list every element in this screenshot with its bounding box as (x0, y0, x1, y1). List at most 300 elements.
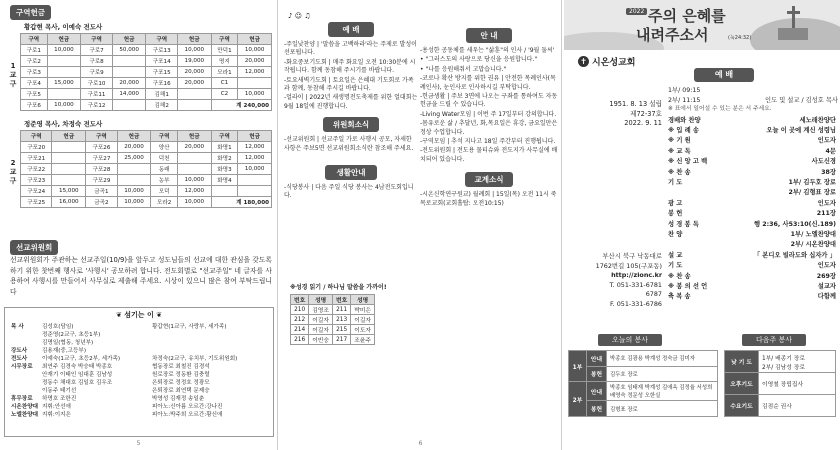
issue-date: 2022. 9. 11 (624, 119, 662, 127)
staff-cell (9, 386, 40, 394)
order-item: 찬 양 (668, 230, 683, 238)
table-row (21, 142, 272, 153)
order-item (668, 239, 726, 249)
table-cell: 12,000 (238, 142, 272, 153)
notice-item: -구역모임 | 추석 지나고 18일 주간부터 진행됩니다. (420, 138, 556, 146)
staff-table (9, 322, 239, 418)
phone-2: 6787 (645, 290, 662, 298)
table-cell: 구포22 (21, 164, 52, 175)
staff-box (4, 307, 274, 437)
table-cell: 10,000 (177, 45, 211, 56)
church-news-item: -시온신학연구원교) 월례회 | 15일(목) 오전 11시 죽목로교회(교회홀탑: 오전10:15) (420, 191, 557, 207)
table-cell: 210 (291, 305, 309, 315)
offering-header-cell: 구역 (211, 131, 238, 142)
table-cell: 이빈숭 (309, 335, 333, 345)
music-icon: ♪ ☺ ♫ (288, 12, 311, 20)
table-cell: 모라2 (151, 197, 178, 208)
table-cell: C2 (211, 89, 238, 100)
table-row (668, 135, 836, 145)
church-contact (568, 252, 662, 309)
table-cell: 구포21 (21, 153, 52, 164)
table-cell: C1 (211, 78, 238, 89)
order-item: ※ 찬 송 (668, 168, 691, 176)
table-row (668, 114, 836, 124)
order-value: 인도자 (817, 262, 836, 270)
staff-cell: 박영성 김재정 송일춘 (152, 396, 205, 402)
table-cell (52, 164, 86, 175)
table-row (668, 228, 836, 238)
table-cell (112, 100, 146, 111)
notice-item: -몸유로운 삶 / 추달년, 화,목요일은 휴강, 금요일만은 정상 수업합니다. (420, 120, 558, 136)
staff-cell (150, 346, 239, 354)
table-row (9, 362, 239, 370)
table-row (21, 164, 272, 175)
page-number: 6 (418, 440, 423, 447)
table-row (9, 410, 239, 418)
staff-cell: 이동주 태기선 (42, 388, 77, 394)
staff-cell: 은퇴장로 최연택 문제승 (152, 388, 210, 394)
table-row (21, 45, 272, 56)
table-cell: 10,000 (117, 197, 151, 208)
table-cell: 구포6 (21, 100, 48, 111)
table-row (668, 259, 836, 269)
life-news-title: 생활안내 (325, 165, 378, 180)
offering-table (20, 130, 272, 208)
committee-news-list (284, 136, 418, 153)
table-row (9, 330, 239, 338)
table-row (21, 100, 272, 111)
table-cell: 구로12 (81, 100, 112, 111)
duty-names: 박종호 임태재 박계성 김애옥 김정율 서성희 배영숙 정문성 오한실 (607, 382, 718, 401)
table-cell: 215 (333, 325, 351, 335)
district-label (8, 159, 18, 186)
table-row (291, 315, 375, 325)
table-cell: 구로11 (81, 89, 112, 100)
order-value: 인도자 (817, 199, 836, 207)
table-cell: 10,000 (238, 164, 272, 175)
staff-cell: 은퇴장로 정정호 정광모 (152, 380, 210, 386)
table-cell: 구포29 (86, 175, 117, 186)
staff-cell: 시무장로 (11, 364, 33, 370)
table-cell: 10,000 (177, 175, 211, 186)
order-value: 「 본디오 빌라도와 십자가 」 (753, 251, 836, 259)
table-cell: 212 (291, 315, 309, 325)
staff-cell: 노엘찬양대 (11, 412, 39, 418)
offering-table (20, 33, 272, 111)
table-cell: 화명4 (211, 175, 238, 186)
bible-reading-table (290, 294, 375, 345)
table-cell (177, 164, 211, 175)
table-row (9, 378, 239, 386)
table-cell: 20,000 (238, 56, 272, 67)
table-row (9, 346, 239, 354)
table-row (9, 402, 239, 410)
notice-list (420, 47, 558, 164)
table-cell (117, 164, 151, 175)
table-cell: 구포4 (21, 78, 48, 89)
table-row (21, 56, 272, 67)
offering-title: 구역헌금 (10, 5, 51, 20)
table-cell: 구포25 (21, 197, 52, 208)
staff-cell: 차정숙(2교구, 유치부, 기도위원회) (152, 356, 238, 362)
staff-cell: 피아노:신아름 오르간:강나진 (152, 404, 223, 410)
news-left (284, 12, 418, 202)
order-item: 봉 헌 (668, 210, 683, 218)
table-cell: 김해1 (146, 89, 177, 100)
table-cell: 모덕 (151, 186, 178, 197)
cover-year: 2022 (626, 8, 647, 15)
order-item: 설 교 (668, 251, 683, 259)
district-block (4, 119, 274, 208)
order-value: 269장 (816, 272, 836, 280)
offering-header-cell: 헌금 (47, 34, 81, 45)
table-row (21, 186, 272, 197)
staff-cell: 정동수 채대호 김일호 김우조 (42, 380, 113, 386)
order-item: 경배와 찬양 (668, 116, 701, 124)
table-cell: 20,000 (112, 78, 146, 89)
order-item: ※ 찬 송 (668, 272, 691, 280)
order-value: 211장 (816, 210, 836, 218)
table-row (668, 291, 836, 301)
order-item: 기 도 (668, 179, 683, 187)
order-value: 1부/ 김두호 장로 (788, 179, 836, 187)
table-cell: 20,000 (177, 78, 211, 89)
staff-cell: 목 사 (11, 324, 24, 330)
cover-page (564, 0, 840, 450)
table-cell: 10,000 (117, 186, 151, 197)
duty-role: 오후기도 (725, 373, 759, 395)
table-cell: 213 (333, 315, 351, 325)
address-line2: 1762번길 105(구포동) (595, 261, 662, 270)
service-1-time: 1부/ 09:15 (668, 87, 701, 94)
worship-news-item: -주일낮찬양 | '말씀을 고백하라'라는 주제로 발성이 선포됩니다. (284, 41, 417, 57)
staff-cell: 최연주 김경숙 박승태 박종호 (42, 364, 113, 370)
worship-news-item: -얼라이 | 2022년 새생명전도축제를 위한 얼대회는 9월 18일에 진행합니다. (284, 94, 418, 110)
today-duty-title: 오늘의 봉사 (598, 334, 662, 346)
order-value: 인도자 (817, 137, 836, 145)
order-value: 38장 (821, 168, 836, 176)
order-item: ※ 기 원 (668, 137, 691, 145)
table-cell: 구포5 (21, 89, 48, 100)
cover-title-line2: 내려주소서 (636, 26, 709, 44)
offering-header-cell: 헌금 (238, 131, 272, 142)
table-cell: 구로7 (81, 45, 112, 56)
order-value: 4문 (825, 147, 836, 155)
district-label (8, 62, 18, 89)
staff-cell (150, 330, 239, 338)
table-cell: 구로13 (146, 45, 177, 56)
worship-news-item: -화요중보기도회 | 매주 화요일 오전 10:30분에 시작됩니다. 함께 동참해 주시기를 바랍니다. (284, 58, 416, 75)
table-row (725, 395, 836, 417)
table-cell: 10,000 (47, 45, 81, 56)
order-value: 오늘 이 곳에 계신 성령님 (766, 127, 836, 135)
table-row (21, 89, 272, 100)
offering-header-row (21, 131, 272, 142)
duty-role: 낮 기 도 (725, 351, 759, 373)
table-cell: 구포14 (146, 56, 177, 67)
district-pastor: 황갑현 목사, 이예숙 전도사 (24, 23, 103, 31)
district-label-char: 1 (10, 62, 16, 70)
service-2-time: 2부/ 11:15 (668, 96, 701, 104)
table-row (668, 187, 836, 197)
table-row (291, 325, 375, 335)
offering-header-cell: 구역 (21, 131, 52, 142)
table-cell (238, 78, 272, 89)
table-cell: 구포27 (86, 153, 117, 164)
table-row (668, 239, 836, 249)
staff-cell: 지휘:이지은 (42, 412, 71, 418)
table-cell: 양산 (151, 142, 178, 153)
table-row (668, 124, 836, 134)
table-cell: 명지 (211, 56, 238, 67)
bible-reading (290, 282, 418, 345)
order-value: 설교자 (817, 282, 836, 290)
table-cell: 김영조 (309, 305, 333, 315)
table-row (9, 370, 239, 378)
table-cell: 구로3 (21, 67, 48, 78)
table-cell: 금곡2 (86, 197, 117, 208)
table-row (668, 218, 836, 228)
today-duty-table (568, 350, 718, 417)
offering-total: 계 180,000 (211, 197, 271, 208)
table-cell: 211 (333, 305, 351, 315)
table-cell: 12,000 (238, 67, 272, 78)
table-cell: 모라1 (211, 67, 238, 78)
table-cell: 12,000 (238, 153, 272, 164)
order-item: ※ 교 독 (668, 147, 691, 155)
table-cell: 19,000 (177, 56, 211, 67)
table-cell: 12,000 (177, 186, 211, 197)
fax: F. 051-331-6786 (610, 299, 662, 308)
table-row (668, 197, 836, 207)
table-cell (47, 56, 81, 67)
staff-cell: 하명호 조한진 (42, 396, 77, 402)
staff-cell: 피아노:박주희 오르간:황신애 (152, 412, 223, 418)
duty-role: 봉헌 (587, 401, 607, 417)
table-row (668, 156, 836, 166)
table-cell: 구로1 (21, 45, 48, 56)
cover-title-line1: 주의 은혜를 (648, 7, 726, 25)
table-cell: 덕천 (151, 153, 178, 164)
offering-header-cell: 구역 (21, 34, 48, 45)
staff-cell (9, 330, 40, 338)
duty-names (759, 351, 836, 373)
staff-cell: 강도사 (11, 348, 28, 354)
table-cell (238, 186, 272, 197)
table-cell: 214 (291, 325, 309, 335)
staff-cell: 휴무장로 (11, 396, 33, 402)
table-cell: 화명3 (211, 164, 238, 175)
table-cell (52, 175, 86, 186)
duty-names (759, 395, 836, 417)
order-item: 기 도 (668, 262, 683, 270)
table-cell (238, 175, 272, 186)
missionary-title: 선교위원회 (10, 240, 58, 255)
table-row (668, 280, 836, 290)
district-label-char: 구 (9, 80, 17, 88)
table-cell: 이도자 (351, 325, 375, 335)
offering-header-cell: 헌금 (52, 131, 86, 142)
issue-number: 제72-37호 (630, 109, 662, 118)
worship-news-item: -토요새벽기도회 | 토요일은 은혜대 기도회로 가족과 함께, 동참해 주시길 바랍니다. (284, 76, 414, 93)
staff-cell: 김용재(중,고등부) (42, 348, 86, 354)
order-value: 사도신경 (811, 158, 836, 166)
church-logo (578, 55, 635, 68)
table-cell: 16,000 (52, 197, 86, 208)
order-value: 다함께 (817, 293, 836, 301)
order-value: 행 2:36, 사53:10(신.189) (753, 220, 836, 228)
table-cell (47, 67, 81, 78)
staff-cell: 전도사 (11, 356, 28, 362)
notice-item: • "그러스도의 사랑으로 당신을 응원합니다." (420, 56, 538, 64)
worship-order (668, 86, 838, 301)
table-cell (47, 89, 81, 100)
table-cell: 10,000 (47, 100, 81, 111)
table-cell: 구포15 (146, 67, 177, 78)
offering-header-cell: 헌금 (177, 34, 211, 45)
offering-header-cell: 헌금 (117, 131, 151, 142)
offering-header-cell: 헌금 (177, 131, 211, 142)
table-cell (177, 153, 211, 164)
table-row (21, 153, 272, 164)
table-cell: 농부 (151, 175, 178, 186)
staff-cell: 시온찬양대 (11, 404, 39, 410)
offering-total: 계 240,000 (211, 100, 271, 111)
district-label-char: 교 (9, 168, 17, 176)
address-line1: 부산시 북구 낙동대로 (602, 252, 662, 260)
cover-verse-ref: (눅24:32) (728, 35, 752, 41)
order-item: 성 경 봉 독 (668, 220, 699, 228)
table-cell: 50,000 (112, 45, 146, 56)
staff-cell: 지휘:안선애 (42, 404, 71, 410)
table-row (668, 166, 836, 176)
table-cell: 화명1 (211, 142, 238, 153)
order-value: 2부/ 시온찬양대 (790, 241, 836, 249)
offering-header-cell: 구역 (86, 131, 117, 142)
table-cell: 구포26 (86, 142, 117, 153)
table-cell: 10,000 (238, 89, 272, 100)
notice-item: -Living Water모임 | 이번 주 17일부터 강의합니다. (420, 110, 557, 118)
notice-item: -코로나 확산 방지를 위한 권유 | 안전한 목례인사(목례인사), 눈인사로 인사하시길 부탁합니다. (420, 75, 556, 91)
next-duty-title: 다음주 봉사 (742, 334, 806, 346)
table-cell: 25,000 (117, 153, 151, 164)
table-cell: 10,000 (238, 45, 272, 56)
district-label-char: 2 (10, 159, 16, 167)
staff-cell: 황갑현(1교구, 사랑부, 세가족) (152, 324, 227, 330)
next-duty-table (724, 350, 836, 417)
table-row (668, 145, 836, 155)
district-label-char: 구 (9, 177, 17, 185)
table-cell: 20,000 (177, 67, 211, 78)
duty-names: 박종호 김광용 박계성 정숙금 김미자 (607, 351, 718, 367)
offering-districts (4, 20, 274, 216)
table-row (291, 305, 375, 315)
table-cell: 조윤주 (351, 335, 375, 345)
offering-header-cell: 구역 (211, 34, 238, 45)
staff-cell (9, 370, 40, 378)
offering-header-cell: 구역 (81, 34, 112, 45)
duty-role: 수요기도 (725, 395, 759, 417)
table-cell: 구포20 (21, 142, 52, 153)
district-label-char: 교 (9, 71, 17, 79)
table-row (668, 176, 836, 186)
duty-role: 안내 (587, 351, 607, 367)
table-cell (211, 186, 238, 197)
duty-name-line: 2부/ 김남성 장로 (762, 364, 805, 371)
table-row (9, 386, 239, 394)
table-cell: 20,000 (177, 142, 211, 153)
committee-news-item: -선교위원회 | 선교주일 가로 사행시 공모, 자세한 사항은 주보5면 선교위원회소식란 참조해 주세요. (284, 136, 414, 152)
staff-cell: 협동장로 최철진 김경석 (152, 364, 210, 370)
offering-header-row (21, 34, 272, 45)
worship-leader: 인도 및 설교 / 김성호 목사 (765, 96, 838, 104)
table-cell: 구포23 (21, 175, 52, 186)
duty-names: 김형표 장로 (607, 401, 718, 417)
staff-title: ❦ 섬기는 이 ❦ (115, 311, 163, 319)
life-news-item: -식당봉사 | 다음 주일 식당 봉사는 4남전도회입니다. (284, 184, 414, 200)
order-value: 세노래찬양단 (799, 116, 836, 124)
staff-cell (9, 338, 40, 346)
church-news-title: 교계소식 (465, 172, 514, 187)
page-5 (0, 0, 278, 450)
offering-header-cell: 구역 (146, 34, 177, 45)
order-value: 1부/ 노엘찬양대 (790, 230, 836, 238)
duty-area (568, 334, 836, 417)
table-cell: 구포24 (21, 186, 52, 197)
table-cell: 이길자 (309, 325, 333, 335)
table-row (21, 197, 272, 208)
website: http://zionc.kr (611, 271, 662, 279)
order-item: ※ 신 앙 고 백 (668, 158, 708, 166)
table-row (21, 175, 272, 186)
duty-name-line: 김점순 권사 (762, 404, 792, 410)
offering-header-cell: 헌금 (238, 34, 272, 45)
staff-cell: 원로장로 정동환 김충렬 (152, 372, 210, 378)
table-cell: 20,000 (117, 142, 151, 153)
table-cell: 박미은 (351, 305, 375, 315)
table-row (668, 249, 836, 259)
table-cell: 구로10 (81, 78, 112, 89)
table-cell: 이길자 (309, 315, 333, 325)
verse-header-cell: 성명 (351, 295, 375, 305)
cross-icon: ✝ (578, 56, 589, 67)
order-value: 2부/ 김형표 장로 (788, 189, 836, 197)
order-item: ※ 봉 의 선 언 (668, 282, 708, 290)
duty-name-line: 1부/ 배종기 장로 (762, 355, 805, 362)
duty-name-line: 이영철 장립집사 (762, 382, 804, 388)
staff-cell: 이예숙(1교구, 초등2부, 세가족) (42, 356, 121, 362)
worship-news-title: 예 배 (328, 22, 373, 37)
standing-note: ※ 표에서 일어설 수 있는 분은 서 주세요. (668, 106, 772, 112)
staff-cell (9, 378, 40, 386)
staff-cell (150, 338, 239, 346)
service-label: 1부 (569, 351, 587, 382)
news-right (420, 28, 558, 209)
table-row (668, 270, 836, 280)
table-cell: 동래 (151, 164, 178, 175)
notice-item: -헌금생활 | 주보 3면에 나오는 구좌를 통하여도 자동헌금을 드릴 수 있습니다. (420, 93, 558, 109)
committee-news-title: 위원회소식 (323, 117, 379, 132)
offering-header-cell: 구역 (151, 131, 178, 142)
table-cell: 구포16 (146, 78, 177, 89)
duty-role: 봉헌 (587, 366, 607, 382)
table-cell: 구포28 (86, 164, 117, 175)
order-item: 축 복 송 (668, 293, 691, 301)
church-info (568, 100, 662, 129)
worship-news-list (284, 41, 418, 111)
established: 1951. 8. 13 설립 (609, 100, 662, 108)
table-row (9, 322, 239, 330)
